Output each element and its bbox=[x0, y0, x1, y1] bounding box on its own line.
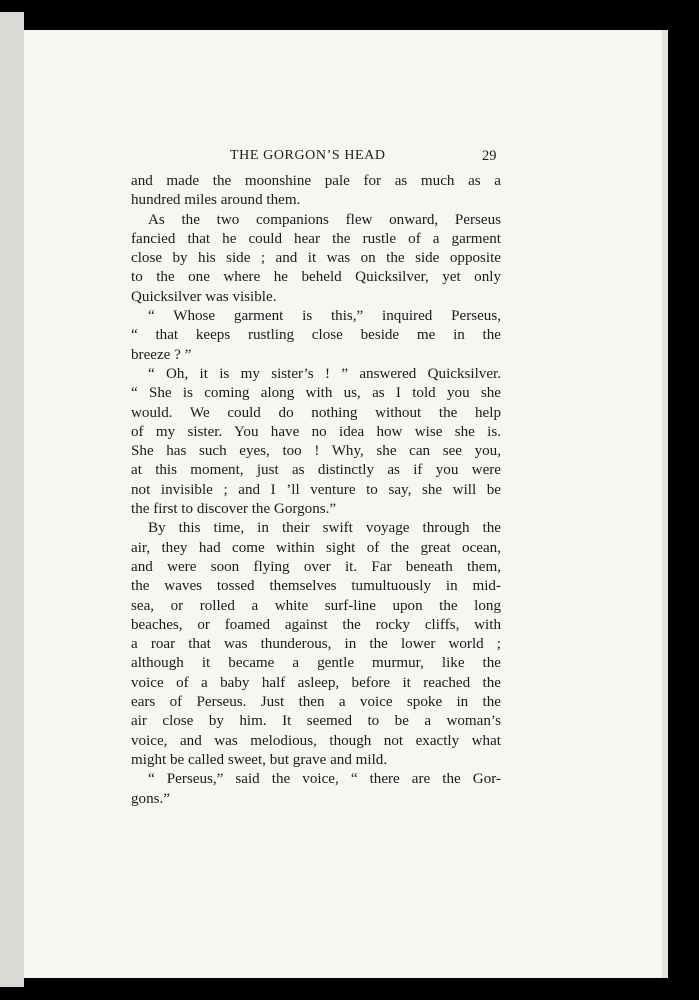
page-edge-right bbox=[662, 30, 668, 978]
text-line: and were soon flying over it. Far beneath them, bbox=[131, 558, 501, 575]
text-line: sea, or rolled a white surf-line upon the long bbox=[131, 597, 501, 614]
text-line: the waves tossed themselves tumultuously in mid- bbox=[131, 578, 501, 595]
text-line: of my sister. You have no idea how wise she is. bbox=[131, 423, 501, 440]
text-line: close by his side ; and it was on the side opposite bbox=[131, 250, 501, 267]
text-line: “ that keeps rustling close beside me in the bbox=[131, 327, 501, 344]
text-line: voice of a baby half asleep, before it reached the bbox=[131, 674, 501, 691]
text-line: a roar that was thunderous, in the lower world ; bbox=[131, 636, 501, 653]
text-line: not invisible ; and I ’ll venture to say, she will be bbox=[131, 481, 501, 498]
text-line: and made the moonshine pale for as much as a bbox=[131, 173, 501, 189]
body-text bbox=[131, 172, 501, 809]
text-line: air close by him. It seemed to be a woman’s bbox=[131, 713, 501, 730]
text-line: would. We could do nothing without the help bbox=[131, 404, 501, 421]
text-line: voice, and was melodious, though not exactly what bbox=[131, 732, 501, 749]
text-line: “ Whose garment is this,” inquired Perseus, bbox=[148, 308, 501, 325]
text-line: By this time, in their swift voyage through the bbox=[148, 520, 501, 537]
text-line: Quicksilver was visible. bbox=[131, 288, 277, 305]
text-line: the first to discover the Gorgons.” bbox=[131, 501, 337, 518]
text-line: at this moment, just as distinctly as if you were bbox=[131, 462, 501, 479]
text-line: beaches, or foamed against the rocky cliffs, with bbox=[131, 616, 501, 633]
text-line: might be called sweet, but grave and mild. bbox=[131, 751, 388, 768]
text-line: fancied that he could hear the rustle of a garment bbox=[131, 230, 501, 247]
text-line: “ Perseus,” said the voice, “ there are the Gor- bbox=[148, 771, 501, 788]
running-head: THE GORGON’S HEAD bbox=[230, 148, 386, 163]
text-line: hundred miles around them. bbox=[131, 192, 301, 209]
text-line: ears of Perseus. Just then a voice spoke in the bbox=[131, 694, 501, 711]
text-line: breeze ? ” bbox=[131, 346, 192, 363]
text-line: although it became a gentle murmur, like the bbox=[131, 655, 501, 672]
text-line: She has such eyes, too ! Why, she can see you, bbox=[131, 443, 501, 460]
text-line: “ She is coming along with us, as I told you she bbox=[131, 385, 501, 402]
text-line: to the one where he beheld Quicksilver, yet only bbox=[131, 269, 501, 286]
page-header bbox=[0, 148, 699, 168]
text-line: “ Oh, it is my sister’s ! ” answered Quicksilver. bbox=[148, 365, 501, 382]
text-line: air, they had come within sight of the great ocean, bbox=[131, 539, 501, 556]
page-number: 29 bbox=[482, 148, 497, 164]
text-line: As the two companions flew onward, Perseus bbox=[148, 211, 501, 228]
text-line: gons.” bbox=[131, 790, 170, 807]
